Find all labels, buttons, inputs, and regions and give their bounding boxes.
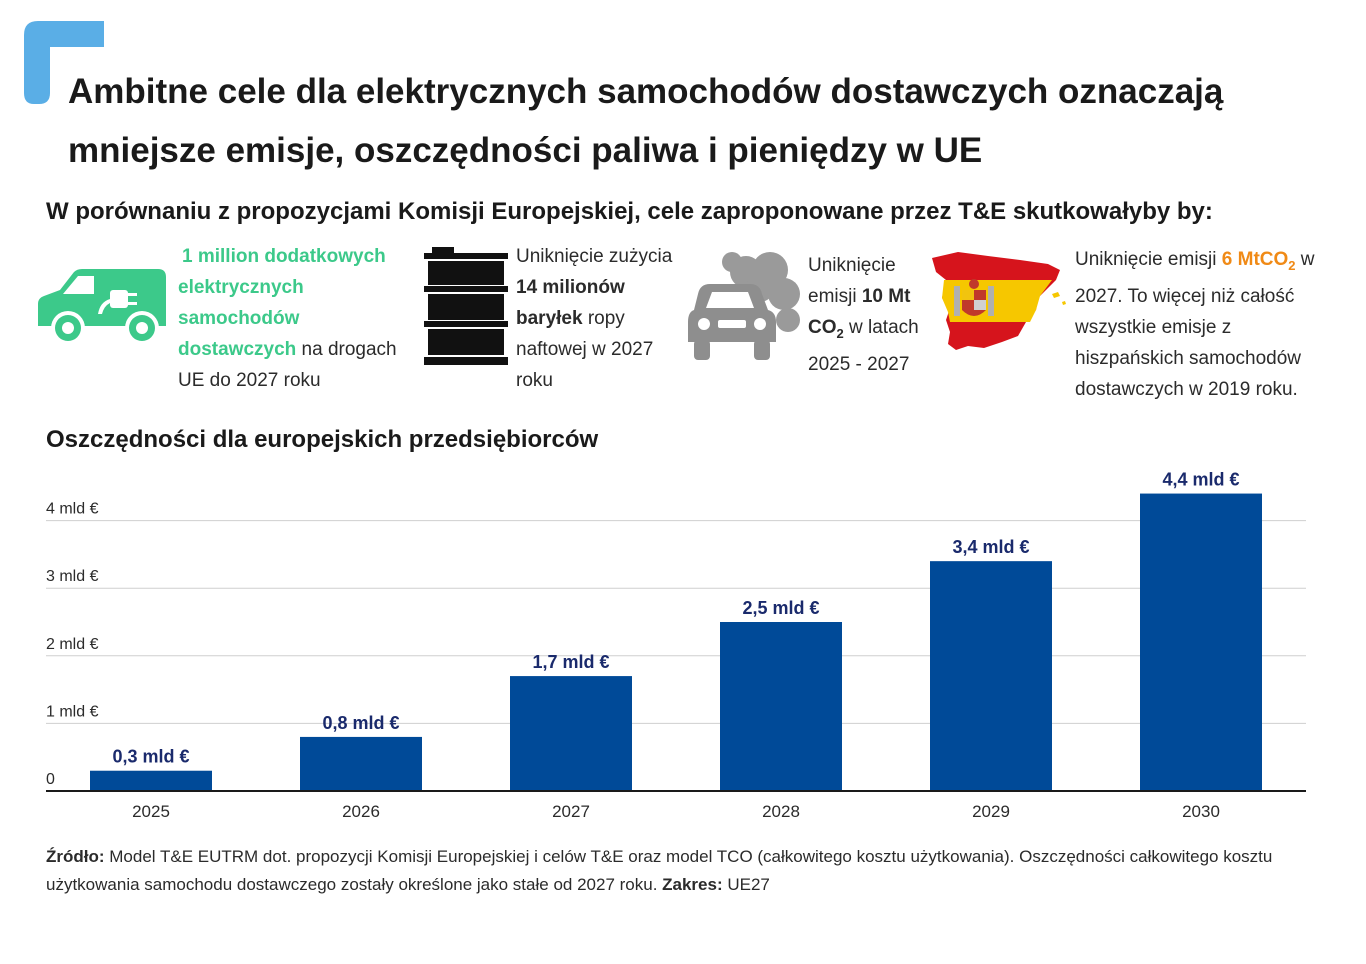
oil-barrel-icon (422, 247, 510, 367)
y-tick-label: 1 mld € (46, 703, 99, 721)
bar (720, 622, 842, 791)
spain-map-icon (928, 250, 1072, 356)
y-tick-label: 4 mld € (46, 500, 99, 518)
bar (300, 737, 422, 791)
x-tick-label: 2026 (342, 802, 380, 821)
y-tick-label: 0 (46, 771, 55, 788)
y-tick-label: 3 mld € (46, 568, 99, 586)
bar-value-label: 2,5 mld € (742, 598, 820, 618)
electric-van-icon (30, 268, 172, 348)
savings-bar-chart (0, 460, 1366, 830)
bar (90, 771, 212, 791)
x-tick-label: 2029 (972, 802, 1010, 821)
x-tick-label: 2028 (762, 802, 800, 821)
page-subtitle: W porównaniu z propozycjami Komisji Europejskiej, cele zaproponowane przez T&E skutkowałyby by: (46, 198, 1213, 225)
bar (930, 561, 1052, 791)
stat-vans: 1 million dodatkowych elektrycznych samochodów dostawczych na drogach UE do 2027 roku (178, 246, 397, 391)
y-tick-label: 2 mld € (46, 635, 99, 653)
bar-value-label: 1,7 mld € (532, 652, 610, 673)
bar (1140, 494, 1262, 791)
stat-oil: Uniknięcie zużycia 14 milionów baryłek ropy naftowej w 2027 roku (516, 246, 673, 391)
source-note: Źródło: Model T&E EUTRM dot. propozycji Komisji Europejskiej i celów T&E oraz model TCO (całkowitego kosztu użytkowania). Oszczędności całkowitego kosztu użytkowania samochodu dostawczego zostały określone jako stałe od 2027 roku. Zakres: UE27 (46, 847, 1273, 894)
x-tick-label: 2025 (132, 802, 170, 821)
stat-co2: Uniknięcie emisji 10 Mt $CO_2$ w latach 2025 - 2027 (808, 255, 919, 375)
bar-value-label: 0,3 mld € (112, 746, 190, 767)
bar-value-label: 0,8 mld € (322, 712, 400, 733)
bar-value-label: 3,4 mld € (952, 537, 1030, 558)
x-tick-label: 2027 (552, 802, 590, 821)
bar (510, 676, 632, 791)
bar-value-label: 4,4 mld € (1162, 469, 1240, 490)
car-exhaust-icon (684, 248, 804, 368)
page-title: Ambitne cele dla elektrycznych samochodów dostawczych oznaczają mniejsze emisje, oszczędności paliwa i pieniędzy w UE (68, 72, 1224, 170)
stat-spain: Uniknięcie emisji 6 MtCO$_2$ w 2027. To więcej niż całość wszystkie emisje z hiszpańskich samochodów dostawczych w 2019 roku. (1075, 249, 1315, 400)
chart-title: Oszczędności dla europejskich przedsiębiorców (46, 426, 599, 453)
x-tick-label: 2030 (1182, 802, 1220, 821)
